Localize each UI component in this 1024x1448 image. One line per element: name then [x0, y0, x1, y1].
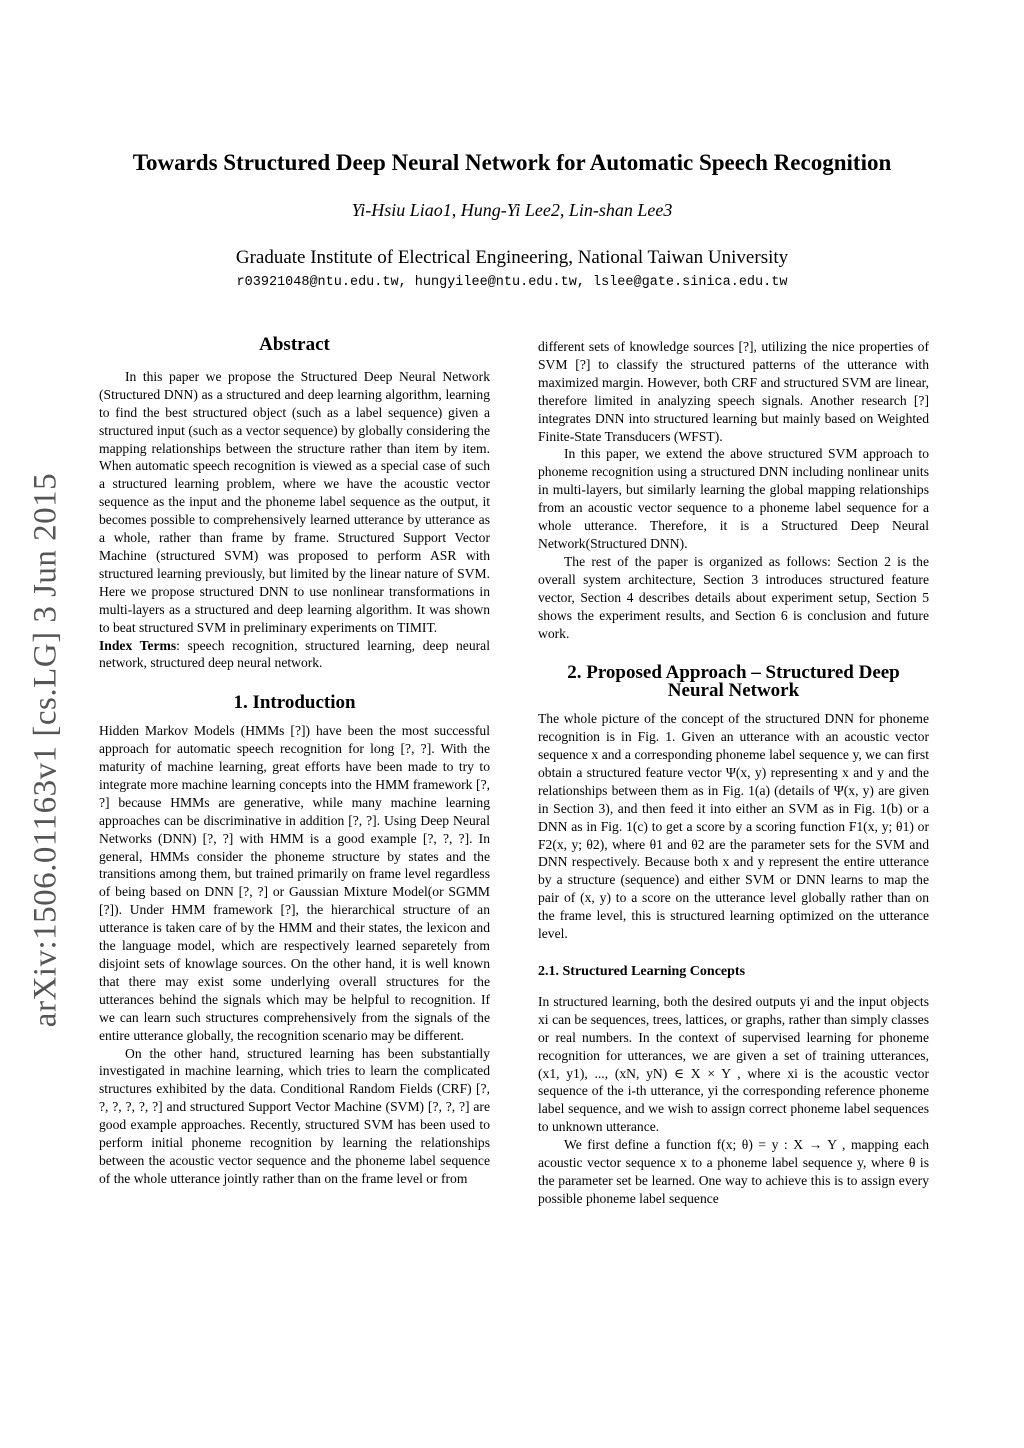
index-terms	[99, 637, 490, 673]
left-column	[99, 336, 490, 1188]
right-column	[538, 338, 929, 1208]
intro-heading: 1. Introduction	[233, 692, 356, 714]
author-emails: r03921048@ntu.edu.tw, hungyilee@ntu.edu.tw, lslee@gate.sinica.edu.tw	[236, 275, 788, 290]
abstract-heading: Abstract	[259, 334, 330, 355]
section2-paragraph-1: The whole picture of the concept of the structured DNN for phoneme recognition is in Fig. 1. Given an utterance with an acoustic vector sequence x and a corresponding phoneme label sequence y, we can first obtain a structured feature vector Ψ(x, y) representing x and y and the relationships between them as in Fig. 1(a) (details of Ψ(x, y) are given in Section 3), and then feed it into either an SVM as in Fig. 1(b) or a DNN as in Fig. 1(c) to get a score by a scoring function F1(x, y; θ1) or F2(x, y; θ2), where θ1 and θ2 are the parameter sets for the SVM and DNN respectively. Because both x and y represent the entire utterance by a structure (sequence) and either SVM or DNN learns to map the pair of (x, y) to a score on the utterance level globally rather than on the frame level, this is structured learning optimized on the utterance level.	[538, 711, 929, 942]
arxiv-sidebar	[26, 460, 66, 1040]
intro-paragraph-4: In this paper, we extend the above structured SVM approach to phoneme recognition using a structured DNN including nonlinear units in multi-layers, but similarly learning the global mapping relationships from an acoustic vector sequence to a phoneme label sequence for a whole utterance. Therefore, it is a Structured Deep Neural Network(Structured DNN).	[538, 446, 929, 551]
index-terms-label: Index Terms	[99, 637, 177, 653]
intro-paragraph-3: different sets of knowledge sources [?], utilizing the nice properties of SVM [?] to classify the structured patterns of the utterance with maximized margin. However, both CRF and structured SVM are linear, therefore limited in analyzing speech signals. Another research [?] integrates DNN into structured learning but mainly based on Weighted Finite-State Transducers (WFST).	[538, 339, 929, 444]
affiliation: Graduate Institute of Electrical Engineering, National Taiwan University	[235, 247, 789, 268]
intro-paragraph-1: Hidden Markov Models (HMMs [?]) have been the most successful approach for automatic speech recognition for long [?, ?]. With the maturity of machine learning, great efforts have been made to try to integrate more machine learning concepts into the HMM framework [?, ?] because HMMs are generative, while many machine learning approaches can be discriminative in addition [?, ?]. Using Deep Neural Networks (DNN) [?, ?] with HMM is a good example [?, ?, ?]. In general, HMMs consider the phoneme structure by states and the transitions among them, but trained primarily on frame level regardless of being based on DNN [?, ?] or Gaussian Mixture Model(or SGMM [?]). Under HMM framework [?], the hierarchical structure of an utterance is taken care of by the HMM and their states, the lexicon and the language model, which are respectively learned separetely from disjoint sets of knowlage sources. On the other hand, it is well known that there may exist some underlying overall structures for the utterances behind the signals which may be helpful to recognition. If we can learn such structures comprehensively from the signals of the entire utterance globally, the recognition scenario may be different.	[99, 723, 490, 1043]
intro-paragraph-5: The rest of the paper is organized as follows: Section 2 is the overall system architecture, Section 3 introduces structured feature vector, Section 4 describes details about experiment setup, Section 5 shows the experiment results, and Section 6 is conclusion and future work.	[538, 553, 929, 641]
abstract-body: In this paper we propose the Structured Deep Neural Network (Structured DNN) as a structured and deep learning algorithm, learning to find the best structured object (such as a label sequence) given a structured input (such as a vector sequence) by globally considering the mapping relationships between the structure rather than item by item. When automatic speech recognition is viewed as a special case of such a structured learning problem, where we have the acoustic vector sequence as the input and the phoneme label sequence as the output, it becomes possible to comprehensively learned utterance by utterance as a whole, rather than frame by frame. Structured Support Vector Machine (structured SVM) was proposed to perform ASR with structured learning previously, but limited by the linear nature of SVM. Here we propose structured DNN to use nonlinear transformations in multi-layers as a structured and deep learning algorithm. It was shown to beat structured SVM in preliminary experiments on TIMIT.	[99, 368, 490, 635]
section2-heading: 2. Proposed Approach – Structured Deep Neural Network	[567, 662, 900, 702]
intro-paragraph-2: On the other hand, structured learning has been substantially investigated in machine learning, which tries to learn the complicated structures exhibited by the data. Conditional Random Fields (CRF) [?, ?, ?, ?, ?, ?] and structured Support Vector Machine (SVM) [?, ?, ?] are good example approaches. Recently, structured SVM has been used to perform initial phoneme recognition by learning the relationships between the acoustic vector sequence and the phoneme label sequence of the whole utterance jointly rather than on the frame level or from	[99, 1045, 490, 1186]
paper-authors: Yi-Hsiu Liao1, Hung-Yi Lee2, Lin-shan Lee3	[351, 200, 673, 220]
subsection-2-1-heading: 2.1. Structured Learning Concepts	[538, 964, 746, 979]
section2-paragraph-2: In structured learning, both the desired outputs yi and the input objects xi can be sequences, trees, lattices, or graphs, rather than simply classes or real numbers. In the context of supervised learning for phoneme recognition for utterances, we are given a set of training utterances, (x1, y1), ..., (xN, yN) ∈ X × Y , where xi is the acoustic vector sequence of the i-th utterance, yi the corresponding reference phoneme label sequence, and we wish to assign correct phoneme label sequences to unknown utterance.	[538, 993, 929, 1135]
paper-title: Towards Structured Deep Neural Network for Automatic Speech Recognition	[132, 150, 892, 175]
section2-paragraph-3: We first define a function f(x; θ) = y : X → Y , mapping each acoustic vector sequence x to a phoneme label sequence y, where θ is the parameter set be learned. One way to achieve this is to assign every possible phoneme label sequence	[538, 1137, 929, 1206]
arxiv-identifier: arXiv:1506.01163v1 [cs.LG] 3 Jun 2015	[27, 472, 64, 1028]
index-terms-text: : speech recognition, structured learning, deep neural network, structured deep neural network.	[99, 637, 490, 671]
